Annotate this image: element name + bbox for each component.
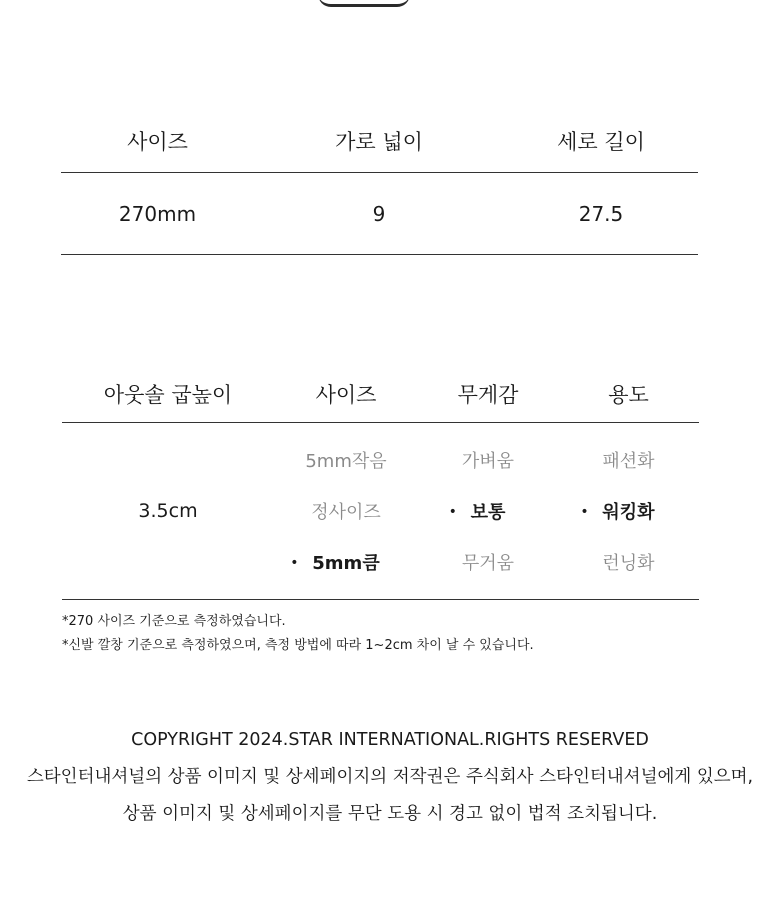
size-option-larger: • 5mm큼 xyxy=(274,538,418,589)
heel-height-value: 3.5cm xyxy=(138,500,198,522)
note-line: *270 사이즈 기준으로 측정하였습니다. xyxy=(62,614,286,629)
size-measurement-table xyxy=(61,110,698,255)
header-size: 사이즈 xyxy=(127,130,188,154)
use-option-fashion: 패션화 xyxy=(602,450,655,472)
value-length: 27.5 xyxy=(578,201,624,226)
copyright-line: 스타인터내셔널의 상품 이미지 및 상세페이지의 저작권은 주식회사 스타인터내셔널에게 있으며, xyxy=(26,767,754,787)
header-heel-height: 아웃솔 굽높이 xyxy=(103,383,233,407)
product-spec-table xyxy=(62,366,699,600)
divider xyxy=(62,599,699,600)
use-option-walking: • 워킹화 xyxy=(558,487,699,538)
header-width: 가로 넓이 xyxy=(335,130,423,154)
weight-option-heavy: 무거움 xyxy=(461,552,515,574)
table-row xyxy=(62,423,699,599)
copyright-line: 상품 이미지 및 상세페이지를 무단 도용 시 경고 없이 법적 조치됩니다. xyxy=(122,804,658,824)
value-width: 9 xyxy=(372,201,386,226)
copyright-notice xyxy=(0,722,780,833)
header-length: 세로 길이 xyxy=(557,130,645,154)
table-header-row xyxy=(62,366,699,422)
size-options xyxy=(274,423,418,599)
copyright-line: COPYRIGHT 2024.STAR INTERNATIONAL.RIGHTS RESERVED xyxy=(131,730,649,750)
weight-option-light: 가벼움 xyxy=(461,450,515,472)
weight-option-normal: • 보통 xyxy=(418,487,558,538)
shoe-image-fragment xyxy=(318,0,410,7)
use-options xyxy=(558,423,699,599)
table-header-row xyxy=(61,110,698,172)
size-option-true-to-size: 정사이즈 xyxy=(311,501,381,523)
table-row xyxy=(61,173,698,254)
header-size: 사이즈 xyxy=(315,383,377,407)
header-weight: 무게감 xyxy=(457,383,519,407)
divider xyxy=(61,254,698,255)
note-line: *신발 깔창 기준으로 측정하였으며, 측정 방법에 따라 1~2cm 차이 날 수 있습니다. xyxy=(62,637,534,653)
value-size: 270mm xyxy=(118,201,197,226)
use-option-running: 런닝화 xyxy=(602,552,655,574)
weight-options xyxy=(418,423,558,599)
size-option-smaller: 5mm작음 xyxy=(305,450,387,472)
measurement-notes xyxy=(62,610,534,657)
header-use: 용도 xyxy=(608,383,649,407)
